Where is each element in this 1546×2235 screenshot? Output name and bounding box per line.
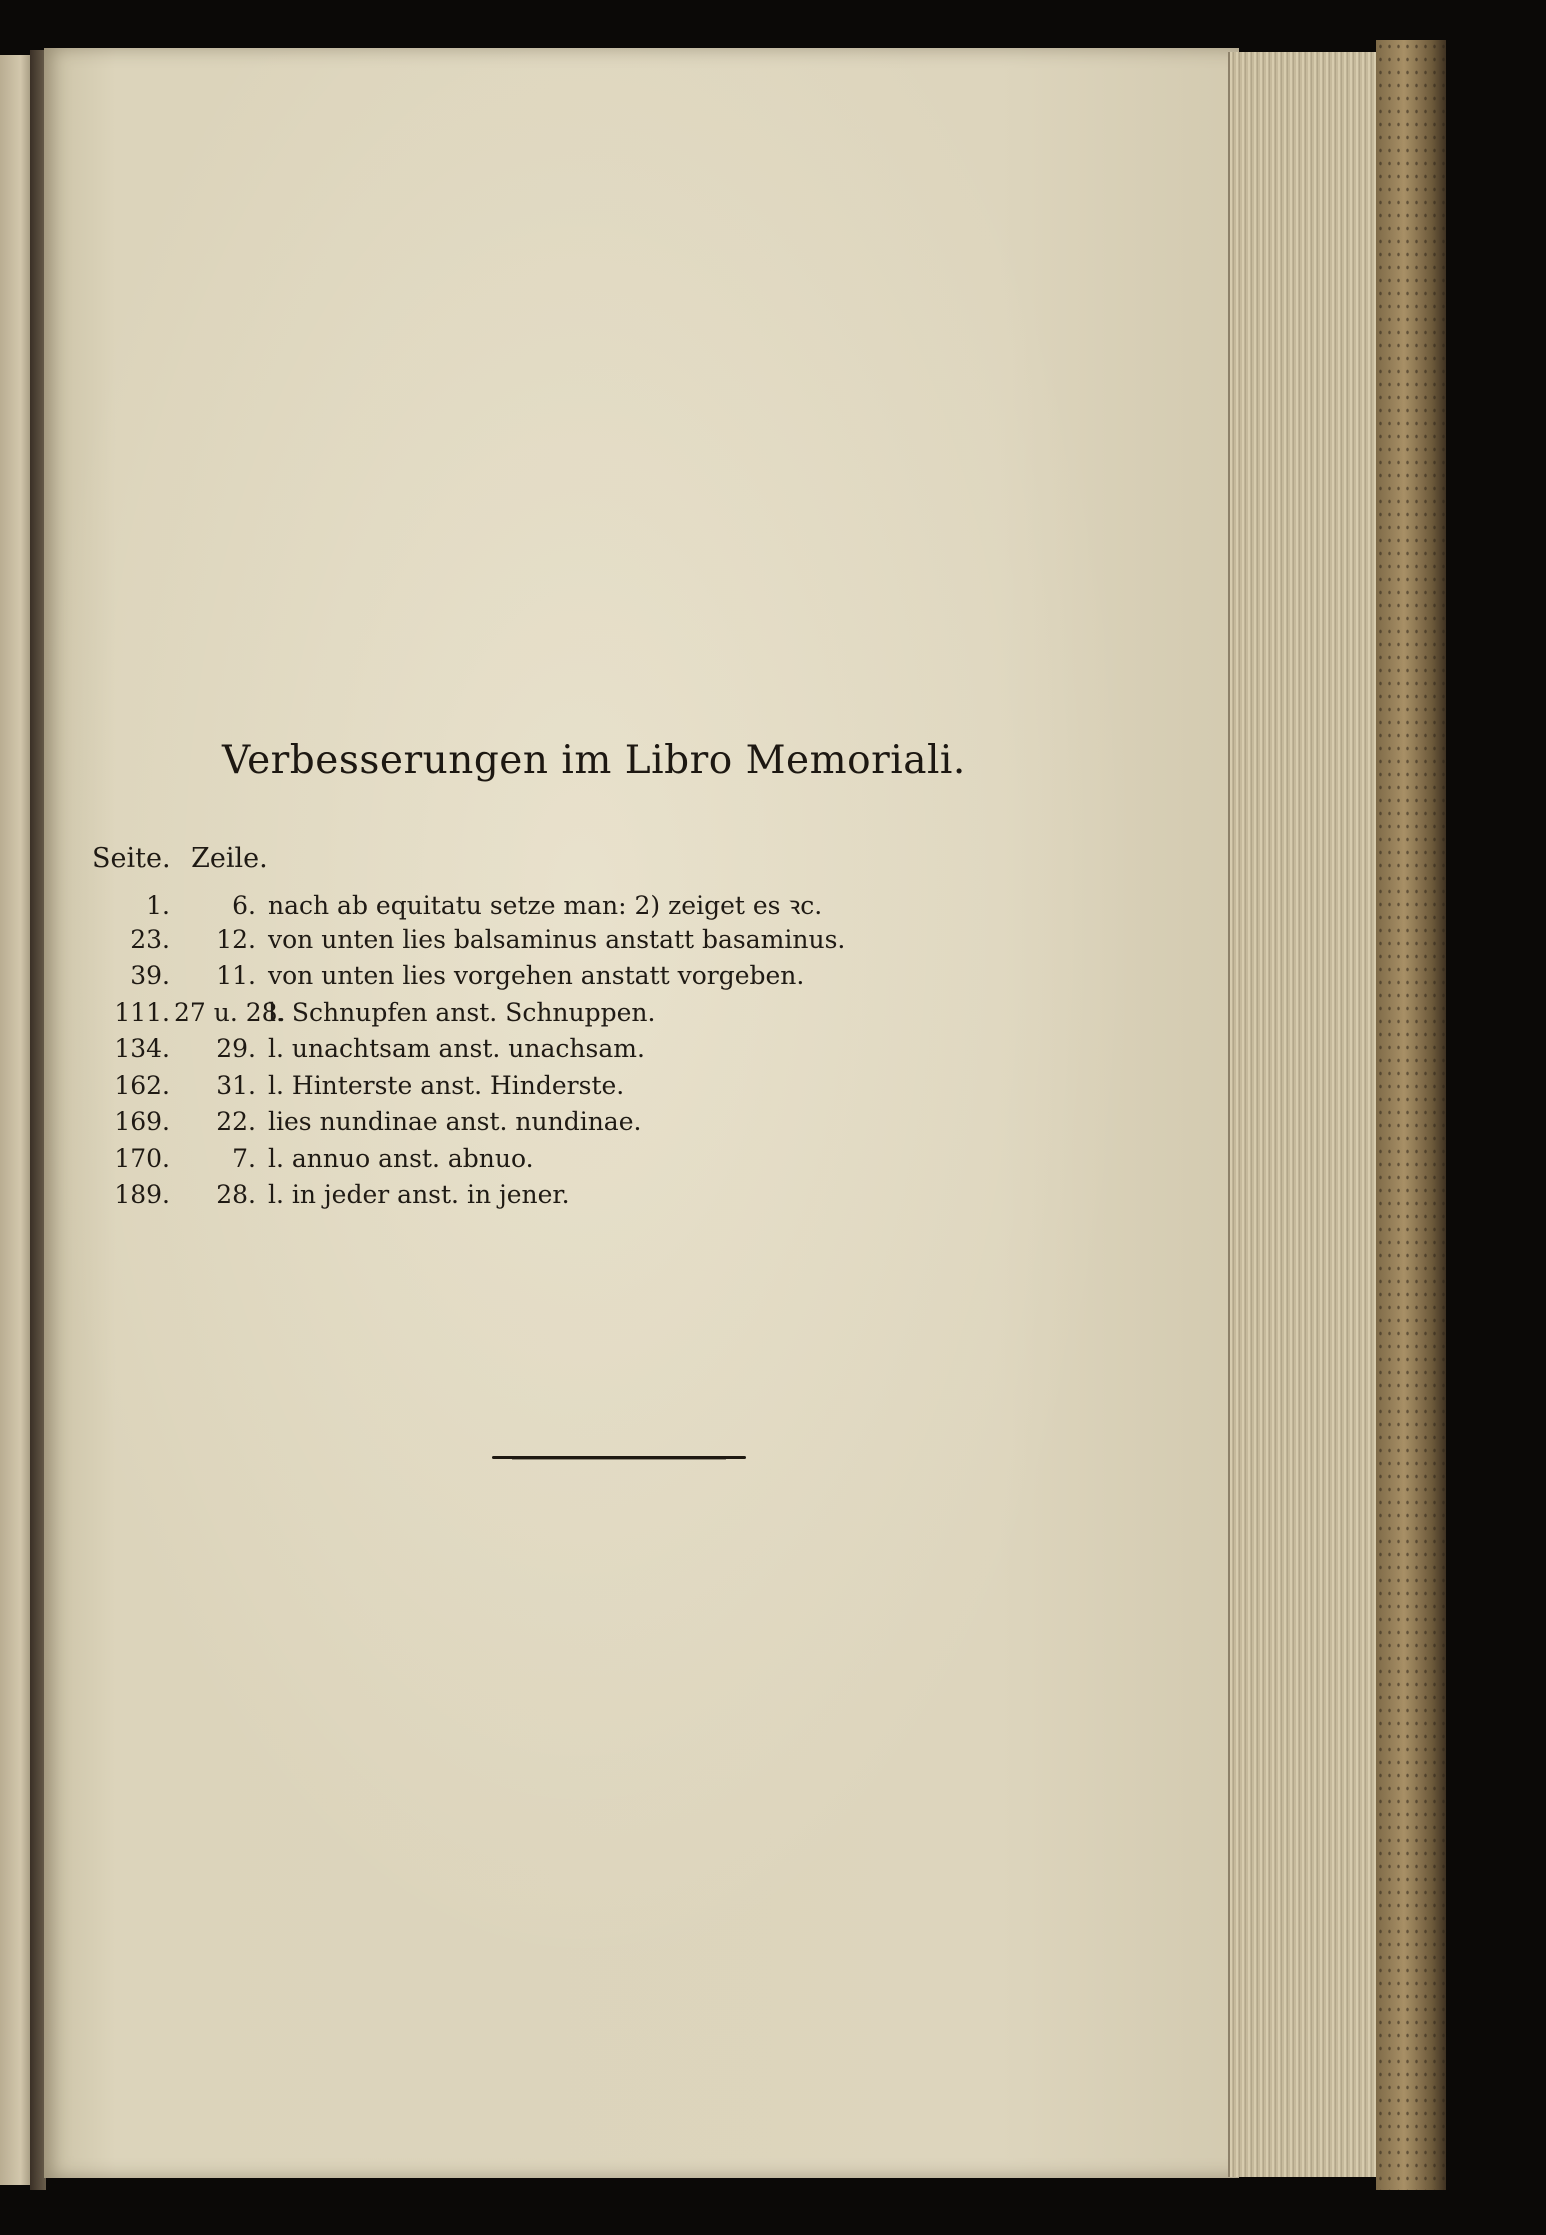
- correction-line: 27 u. 28.: [174, 997, 286, 1027]
- correction-line: 22.: [216, 1107, 256, 1136]
- correction-page: 134.: [114, 1034, 170, 1063]
- correction-text: von unten lies balsaminus anstatt basaminus.: [268, 924, 846, 954]
- correction-page: 111.: [114, 997, 170, 1027]
- column-headers: [92, 843, 280, 874]
- correction-row: [84, 888, 984, 925]
- correction-line: 29.: [216, 1034, 256, 1063]
- correction-line: 6.: [232, 891, 256, 920]
- closing-rule: [492, 1456, 746, 1459]
- correction-row: [84, 1144, 984, 1181]
- cover-texture: [1376, 40, 1446, 2190]
- correction-row: [84, 925, 984, 962]
- book-cover-edge: [1376, 40, 1446, 2190]
- column-header-line: Zeile.: [191, 843, 268, 874]
- correction-text: l. Schnupfen anst. Schnuppen.: [268, 997, 656, 1027]
- correction-text: l. annuo anst. abnuo.: [268, 1143, 534, 1173]
- correction-row: [84, 1034, 984, 1071]
- correction-page: 162.: [114, 1070, 170, 1100]
- correction-text: l. unachtsam anst. unachsam.: [268, 1034, 645, 1063]
- book-page: [44, 48, 1239, 2178]
- page-block-edges: [1228, 52, 1378, 2177]
- correction-text: von unten lies vorgehen anstatt vorgeben.: [268, 961, 805, 990]
- correction-page: 1.: [146, 891, 170, 920]
- correction-page: 23.: [130, 924, 170, 954]
- corrections-list: [84, 888, 984, 1217]
- correction-page: 170.: [114, 1143, 170, 1173]
- correction-line: 28.: [216, 1180, 256, 1209]
- correction-row: [84, 961, 984, 998]
- facing-page-edge: [0, 55, 34, 2185]
- column-header-page: Seite.: [92, 843, 171, 874]
- correction-text: lies nundinae anst. nundinae.: [268, 1107, 642, 1136]
- page-heading: Verbesserungen im Libro Memoriali.: [222, 738, 966, 783]
- correction-page: 169.: [114, 1107, 170, 1136]
- correction-row: [84, 1071, 984, 1108]
- correction-page: 189.: [114, 1180, 170, 1209]
- correction-text: l. Hinterste anst. Hinderste.: [268, 1070, 625, 1100]
- correction-row: [84, 998, 984, 1035]
- correction-row: [84, 1180, 984, 1217]
- correction-line: 11.: [216, 961, 256, 990]
- correction-line: 7.: [232, 1143, 256, 1173]
- correction-text: l. in jeder anst. in jener.: [268, 1180, 570, 1209]
- correction-text: nach ab equitatu setze man: 2) zeiget es ꝛc.: [268, 891, 823, 920]
- correction-line: 31.: [216, 1070, 256, 1100]
- page-content: [44, 48, 1239, 2178]
- correction-page: 39.: [130, 961, 170, 990]
- correction-row: [84, 1107, 984, 1144]
- correction-line: 12.: [216, 924, 256, 954]
